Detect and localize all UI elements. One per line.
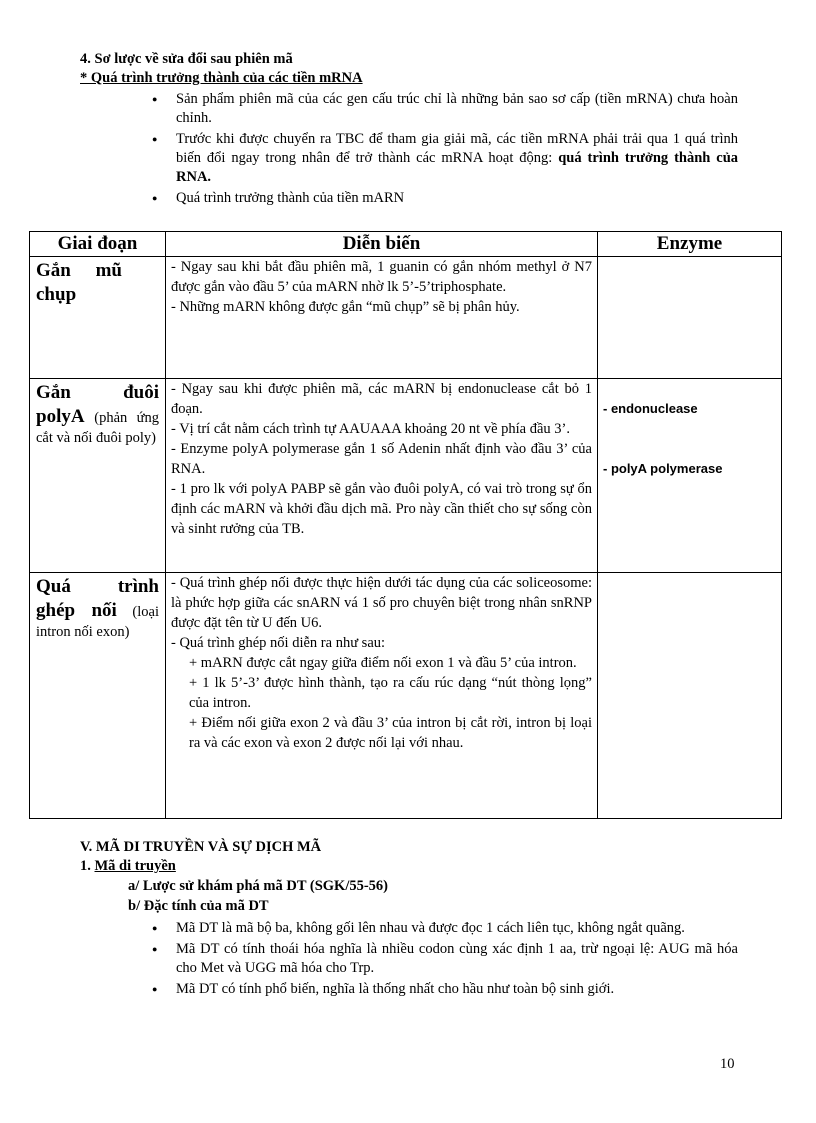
description-cell [166,379,598,573]
page-number: 10 [720,1056,735,1072]
section-v-b: b/ Đặc tính của mã DT [128,898,269,914]
stage-name: Gắn mũ chụp [36,260,122,305]
sub1-title: Mã di truyền [94,858,176,874]
list-item [176,90,738,128]
list-item: ● Mã DT có tính thoái hóa nghĩa là nhiều codon cùng xác định 1 aa, trừ ngoại lệ: AUG mã hóa cho Met và UGG mã hóa cho Trp. [176,940,738,978]
stage-title: Quá trình ghép nối [36,576,159,621]
enzyme-endonuclease: - endonuclease [603,401,698,416]
section-v-bullet-list [176,919,738,1001]
description-line: - Những mARN không được gắn “mũ chụp” sẽ bị phân hủy. [171,299,520,315]
stage-name [36,575,159,642]
description-line: - Quá trình ghép nối được thực hiện dưới tác dụng của các soliceosome: là phức hợp giữa các snARN vá 1 số pro chuyên biệt trong nhân snRNP được đặt tên từ U đến U6. [171,575,592,631]
bullet-text: Trước khi được chuyển ra TBC để tham gia giải mã, các tiền mRNA phải trải qua 1 quá trình biến đổi ngay trong nhân để trở thành các mRNA hoạt động: [176,131,738,166]
description-line: - Ngay sau khi được phiên mã, các mARN bị endonuclease cắt bỏ 1 đoạn. [171,381,592,417]
list-item: ● Mã DT là mã bộ ba, không gối lên nhau và được đọc 1 cách liên tục, không ngắt quãng. [176,919,738,938]
description-line: - 1 pro lk với polyA PABP sẽ gắn vào đuôi polyA, có vai trò trong sự ổn định các mARN và khởi đầu dịch mã. Pro này cần thiết cho sự sống còn và sinht rưởng của TB. [171,481,592,537]
bullet-text: Quá trình trưởng thành của tiền mARN [176,190,405,206]
description-cell [166,573,598,819]
list-item [176,189,738,208]
bullet-bold-text: quá trình trưởng thành của RNA. [176,150,739,185]
section-4-heading-text: 4. Sơ lược về sửa đổi sau phiên mã [80,51,293,67]
stage-title: Gắn đuôi polyA [36,382,159,427]
sub1-number: 1. [80,858,95,874]
enzyme-polya-polymerase: - polyA polymerase [603,461,723,476]
table-header-row [30,232,782,257]
header-description: Diễn biến [166,232,598,257]
table-row [30,573,782,819]
description-cell [166,257,598,379]
stage-cell [30,257,166,379]
description-line: - Vị trí cắt nằm cách trình tự AAUAAA khoảng 20 nt về phía đầu 3’. [171,421,571,437]
table-row [30,257,782,379]
stage-note: (phản ứng cắt và nối đuôi poly) [36,410,160,446]
section-v-a: a/ Lược sử khám phá mã DT (SGK/55-56) [128,878,389,894]
description-line: + Điểm nối giữa exon 2 và đầu 3’ của intron bị cắt rời, intron bị loại ra và các exon và exon 2 được nối lại với nhau. [189,715,592,751]
description-line: + 1 lk 5’-3’ được hình thành, tạo ra cấu rúc dạng “nút thòng lọng” của intron. [189,675,592,711]
table-row [30,379,782,573]
section-4-heading [80,50,293,69]
enzyme-cell [598,257,782,379]
section-v-sub1 [80,857,176,876]
list-item [176,130,738,187]
stage-cell [30,573,166,819]
list-item: ● Mã DT có tính phổ biến, nghĩa là thống nhất cho hầu như toàn bộ sinh giới. [176,980,738,999]
stage-cell [30,379,166,573]
mrna-maturation-table [29,231,782,819]
section-v-heading: V. MÃ DI TRUYỀN VÀ SỰ DỊCH MÃ [80,839,322,855]
header-enzyme: Enzyme [598,232,782,257]
description-line: - Enzyme polyA polymerase gắn 1 số Adenin nhất định vào đầu 3’ của RNA. [171,441,592,477]
header-stage: Giai đoạn [30,232,166,257]
description-line: - Quá trình ghép nối diễn ra như sau: [171,635,386,651]
description-line: - Ngay sau khi bắt đầu phiên mã, 1 guanin có gắn nhóm methyl ở N7 được gắn vào đầu 5’ của mARN nhờ lk 5’-5’triphosphate. [171,259,592,295]
bullet-text: Sản phẩm phiên mã của các gen cấu trúc chỉ là những bản sao sơ cấp (tiền mRNA) chưa hoàn chỉnh. [176,91,738,126]
description-line: + mARN được cắt ngay giữa điểm nối exon 1 và đầu 5’ của intron. [189,655,577,671]
enzyme-cell [598,573,782,819]
enzyme-cell [598,379,782,573]
section-4-bullet-list [176,90,738,210]
stage-note: (loại intron nối exon) [36,604,159,640]
section-4-subheading: * Quá trình trưởng thành của các tiền mRNA [80,70,363,86]
stage-name [36,381,159,448]
